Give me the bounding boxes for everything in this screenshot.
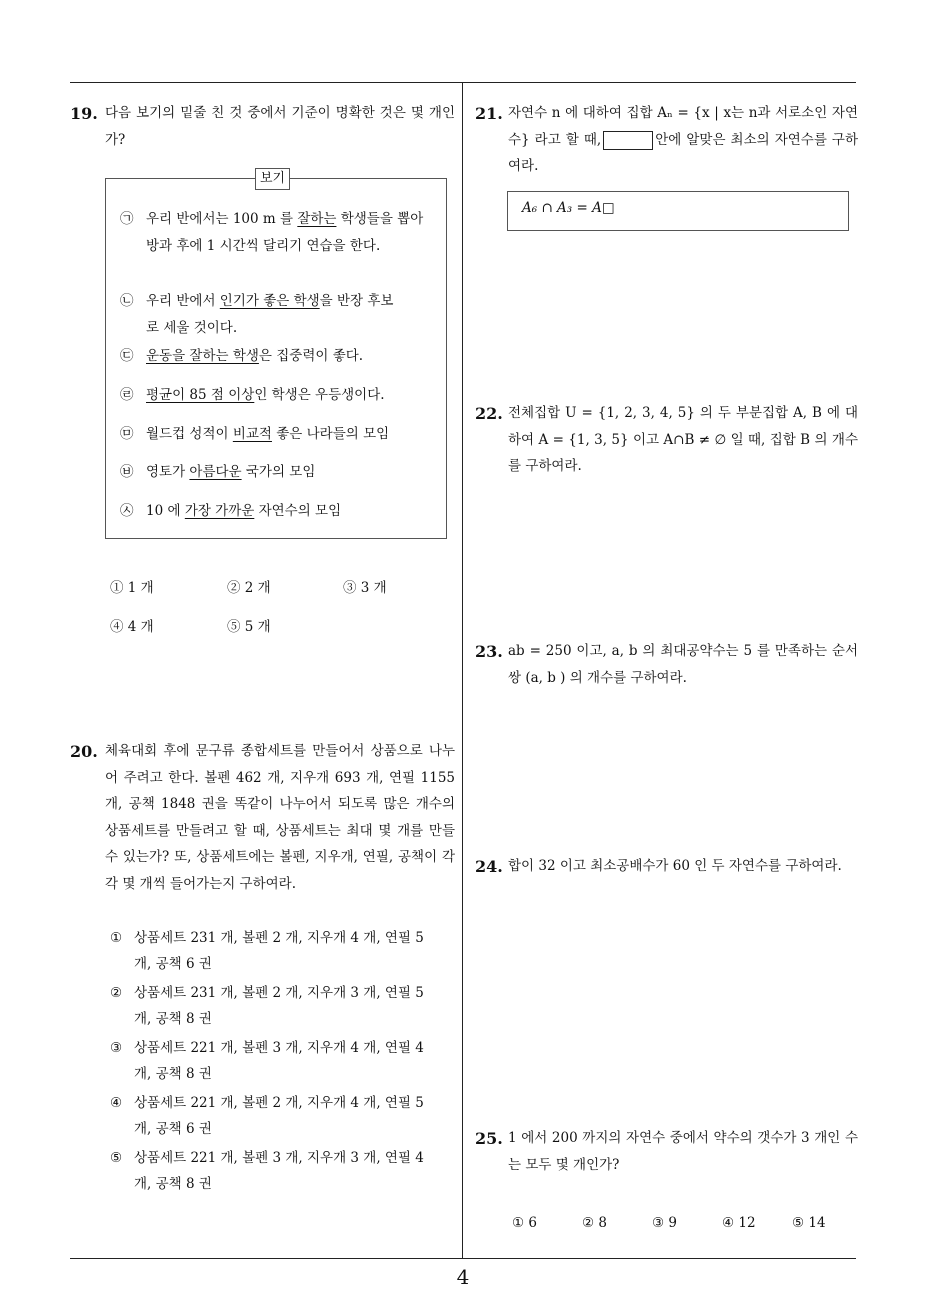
q25-choice-5[interactable]: ⑤ 14 [792,1215,826,1231]
item-marker: ㉤ [120,426,134,442]
choice-text: 상품세트 221 개, 볼펜 3 개, 지우개 4 개, 연필 4 개, 공책 8 권 [134,1040,424,1082]
q19-item-1: ㉠ 우리 반에서는 100 m 를 잘하는 학생들을 뽑아 방과 후에 1 시간씩 달리기 연습을 한다. [120,206,436,259]
answer-blank[interactable] [603,131,653,150]
header-rule [70,82,856,83]
q20-text: 체육대회 후에 문구류 종합세트를 만들어서 상품으로 나누어 주려고 한다. 볼펜 462 개, 지우개 693 개, 연필 1155 개, 공책 1848 권을 똑같이 나누어서 되도록 많은 개수의 상품세트를 만들려고 할 때, 상품세트는 최대 몇 개를 만들 수 있는가? 또, 상품세트에는 볼펜, 지우개, 연필, 공책이 각각 몇 개씩 들어가는지 구하여라. [105,743,455,892]
choice-text: 상품세트 231 개, 볼펜 2 개, 지우개 4 개, 연필 5 개, 공책 6 권 [134,930,424,972]
q19-choice-1[interactable]: ① 1 개 [110,580,154,596]
q21-number: 21. [475,104,503,123]
q19-choice-5[interactable]: ⑤ 5 개 [227,619,271,635]
q22-number: 22. [475,404,503,423]
item-marker: ㉥ [120,464,134,480]
q21-text: 자연수 n 에 대하여 집합 Aₙ = {x | x는 n과 서로소인 자연수} 라고 할 때, 안에 알맞은 최소의 자연수를 구하여라. [508,105,858,174]
underlined-phrase: 비교적 [232,426,272,442]
q24-text: 합이 32 이고 최소공배수가 60 인 두 자연수를 구하여라. [508,858,842,874]
choice-marker: ④ [110,1095,123,1111]
q19-choice-3[interactable]: ③ 3 개 [343,580,387,596]
q20-choice-4[interactable] [110,1090,430,1142]
item-marker: ㉣ [120,387,134,403]
q19-item-6: ㉥ 영토가 아름다운 국가의 모임 [120,459,436,486]
footer-rule [70,1258,856,1259]
q19-bogi-title: 보기 [255,168,290,190]
q25-choice-4[interactable]: ④ 12 [722,1215,756,1231]
choice-marker: ③ [110,1040,123,1056]
q22-text: 전체집합 U = {1, 2, 3, 4, 5} 의 두 부분집합 A, B 에 대하여 A = {1, 3, 5} 이고 A∩B ≠ ∅ 일 때, 집합 B 의 개수를 구하여라. [508,405,858,474]
item-marker: ㉡ [120,293,134,309]
q19-choice-4[interactable]: ④ 4 개 [110,619,154,635]
q19-item-7: ㉦ 10 에 가장 가까운 자연수의 모임 [120,498,436,525]
q24-number: 24. [475,857,503,876]
q20-choice-2[interactable] [110,980,430,1032]
q23-text: ab = 250 이고, a, b 의 최대공약수는 5 를 만족하는 순서쌍 (a, b ) 의 개수를 구하여라. [508,643,858,686]
q19-item-5: ㉤ 월드컵 성적이 비교적 좋은 나라들의 모임 [120,421,436,448]
choice-marker: ② [110,985,123,1001]
q21-formula: A₆ ∩ A₃ = A□ [522,200,615,216]
q19-item-4: ㉣ 평균이 85 점 이상인 학생은 우등생이다. [120,382,436,409]
q20-number: 20. [70,742,98,761]
q20-choice-3[interactable] [110,1035,430,1087]
underlined-phrase: 아름다운 [189,464,242,480]
choice-marker: ⑤ [110,1150,123,1166]
item-marker: ㉦ [120,503,134,519]
q25-number: 25. [475,1129,503,1148]
choice-text: 상품세트 221 개, 볼펜 2 개, 지우개 4 개, 연필 5 개, 공책 6 권 [134,1095,424,1137]
q23-number: 23. [475,642,503,661]
q25-choice-3[interactable]: ③ 9 [652,1215,677,1231]
q25-text: 1 에서 200 까지의 자연수 중에서 약수의 갯수가 3 개인 수는 모두 몇 개인가? [508,1130,858,1173]
q19-number: 19. [70,104,98,123]
item-marker: ㉠ [120,211,134,227]
underlined-phrase: 잘하는 [297,211,337,227]
q19-text: 다음 보기의 밑줄 친 것 중에서 기준이 명확한 것은 몇 개인가? [105,105,455,148]
underlined-phrase: 가장 가까운 [184,503,255,519]
q19-item-2: ㉡ 우리 반에서 인기가 좋은 학생을 반장 후보로 세울 것이다. [120,288,406,341]
q20-choice-5[interactable] [110,1145,430,1197]
q19-item-3: ㉢ 운동을 잘하는 학생은 집중력이 좋다. [120,343,436,370]
column-divider [462,82,463,1258]
item-marker: ㉢ [120,348,134,364]
choice-marker: ① [110,930,123,946]
q25-choice-2[interactable]: ② 8 [582,1215,607,1231]
choice-text: 상품세트 221 개, 볼펜 3 개, 지우개 3 개, 연필 4 개, 공책 8 권 [134,1150,424,1192]
underlined-phrase: 평균이 85 점 이상 [146,387,255,403]
underlined-phrase: 운동을 잘하는 학생 [146,348,259,364]
underlined-phrase: 인기가 좋은 학생 [219,293,320,309]
q19-choice-2[interactable]: ② 2 개 [227,580,271,596]
choice-text: 상품세트 231 개, 볼펜 2 개, 지우개 3 개, 연필 5 개, 공책 8 권 [134,985,424,1027]
page-number: 4 [456,1265,470,1289]
q25-choice-1[interactable]: ① 6 [512,1215,537,1231]
q20-choice-1[interactable] [110,925,430,977]
